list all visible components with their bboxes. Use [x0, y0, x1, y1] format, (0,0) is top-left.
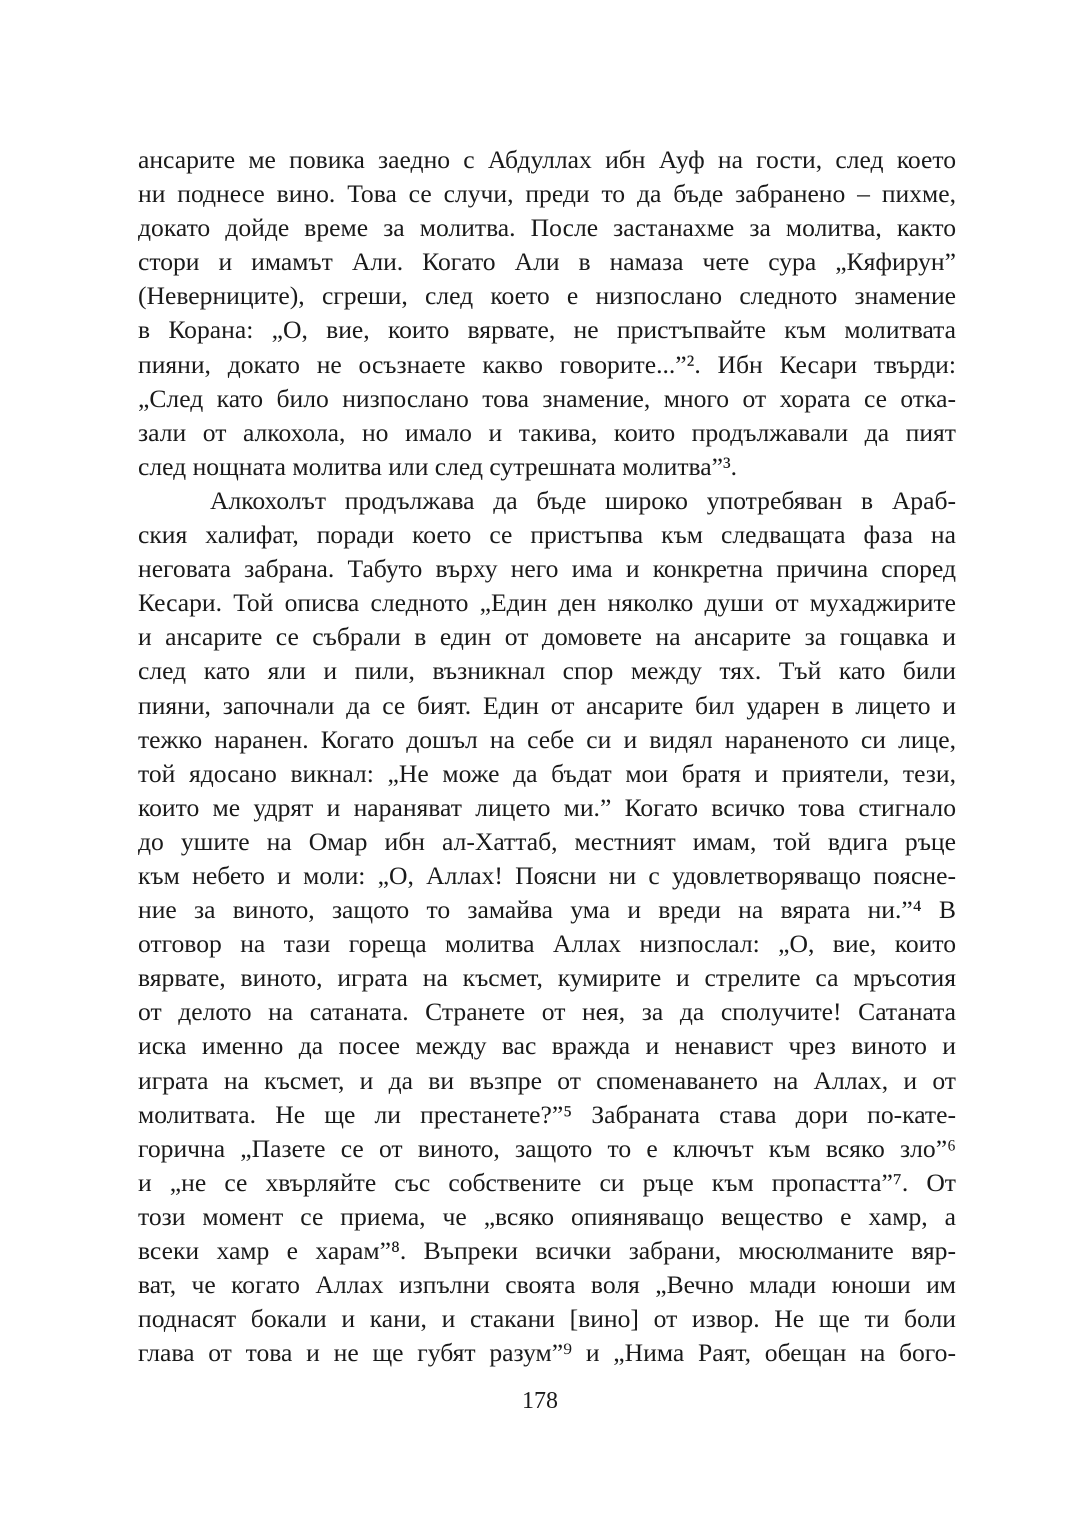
text-line: горична „Пазете се от виното, защото то е ключът към всяко зло”⁶ [138, 1133, 956, 1163]
text-line: иска именно да посее между вас вражда и ненавист чрез виното и [138, 1031, 956, 1061]
text-line: молитвата. Не ще ли престанете?”⁵ Забраната става дори по-кате- [138, 1099, 956, 1129]
text-line: Кесари. Той описва следното „Един ден няколко души от мухаджирите [138, 588, 956, 618]
page-body [138, 143, 956, 1370]
text-line: до ушите на Омар ибн ал-Хаттаб, местният имам, той вдига ръце [138, 826, 956, 856]
text-line: тежко наранен. Когато дошъл на себе си и видял нараненото си лице, [138, 724, 956, 754]
text-line: в Корана: „О, вие, които вярвате, не пристъпвайте към молитвата [138, 315, 956, 345]
text-line: вярвате, виното, играта на късмет, кумирите и стрелите са мръсотия [138, 963, 956, 993]
text-line: ансарите ме повика заедно с Абдуллах ибн Ауф на гости, след което [138, 145, 956, 174]
text-line: (Неверниците), сгреши, след което е низпослано следното знамение [138, 281, 956, 311]
text-line: този момент се приема, че „всяко опияняващо вещество е хамр, а [138, 1201, 956, 1231]
text-line: и „не се хвърляйте със собствените си ръце към пропастта”⁷. От [138, 1167, 956, 1197]
text-line: ние за виното, защото то замайва ума и вреди на вярата ни.”⁴ В [138, 895, 956, 925]
text-line: ския халифат, поради което се пристъпва към следващата фаза на [138, 520, 956, 550]
text-line: след като яли и пили, възникнал спор между тях. Тъй като били [138, 656, 956, 686]
text-line: поднасят бокали и кани, и стакани [вино] от извор. Не ще ти боли [138, 1304, 956, 1334]
text-line: пияни, докато не осъзнаете какво говорите...”². Ибн Кесари твърди: [138, 349, 956, 379]
text-line: от делото на сатаната. Странете от нея, за да сполучите! Сатаната [138, 997, 956, 1027]
text-line: пияни, започнали да се бият. Един от ансарите бил ударен в лицето и [138, 690, 956, 720]
paragraph-end-line: след нощната молитва или след сутрешната молитва”³. [138, 451, 738, 481]
text-line: докато дойде време за молитва. После застанахме за молитва, както [138, 213, 956, 243]
text-line: ни поднесе вино. Това се случи, преди то да бъде забранено – пихме, [138, 179, 956, 209]
text-line: които ме удрят и нараняват лицето ми.” Когато всичко това стигнало [138, 792, 956, 822]
text-line: отговор на тази гореща молитва Аллах низпослал: „О, вие, които [138, 929, 956, 959]
text-line: играта на късмет, и да ви възпре от споменаването на Аллах, и от [138, 1065, 956, 1095]
text-line: глава от това и не ще губят разум”⁹ и „Нима Раят, обещан на бого- [138, 1338, 956, 1368]
text-line: стори и имамът Али. Когато Али в намаза чете сура „Кяфирун” [138, 247, 956, 277]
text-line: зали от алкохола, но имало и такива, които продължавали да пият [138, 417, 956, 447]
page-number: 178 [522, 1388, 558, 1414]
text-line: „След като било низпослано това знамение, много от хората се отка- [138, 383, 956, 413]
text-line: всеки хамр е харам”⁸. Въпреки всички забрани, мюсюлманите вяр- [138, 1236, 956, 1265]
paragraph-start-line: Алкохолът продължава да бъде широко употребяван в Араб- [210, 485, 956, 515]
text-line: неговата забрана. Табуто върху него има и конкретна причина според [138, 554, 956, 584]
text-line: и ансарите се събрали в един от домовете на ансарите за гощавка и [138, 622, 956, 652]
text-line: към небето и моли: „О, Аллах! Поясни ни с удовлетворяващо поясне- [138, 860, 956, 890]
text-line: ват, че когато Аллах изпълни своята воля „Вечно млади юноши им [138, 1270, 956, 1300]
text-line: той ядосано викнал: „Не може да бъдат мои братя и приятели, тези, [138, 758, 956, 788]
